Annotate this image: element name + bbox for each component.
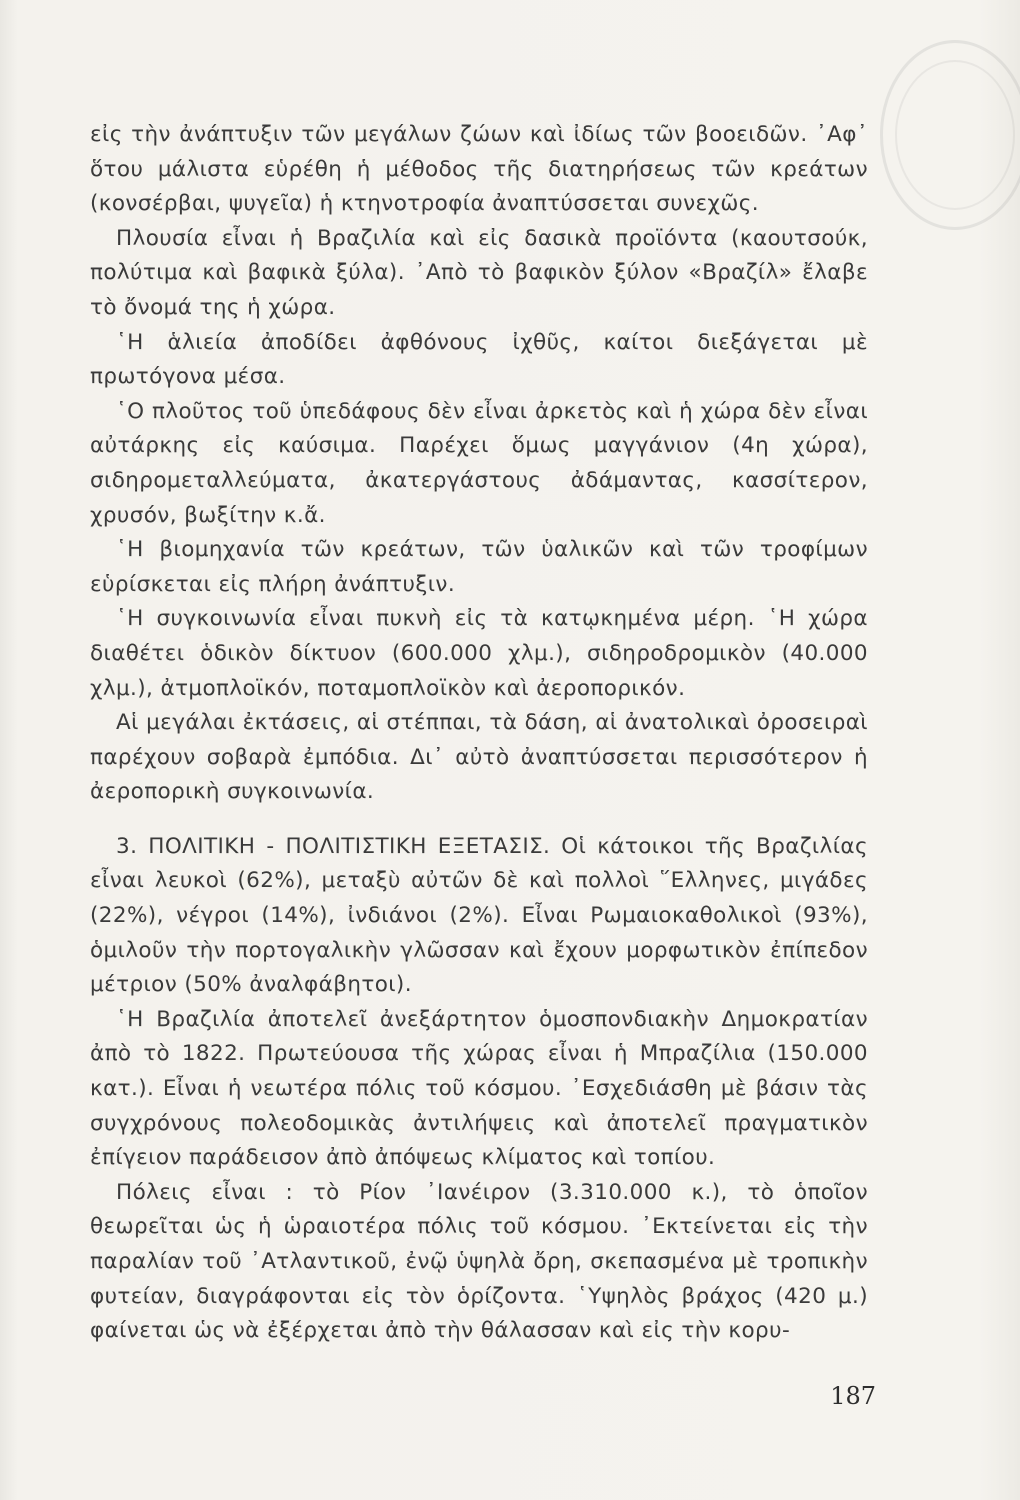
body-text	[90, 118, 868, 1349]
paragraph-forest-products: Πλουσία εἶναι ἡ Βραζιλία καὶ εἰς δασικὰ προϊόντα (καουτσούκ, πολύτιμα καὶ βαφικὰ ξύλα). ᾿Απὸ τὸ βαφικὸν ξύλον «Βραζίλ» ἔλαβε τὸ ὄνομά της ἡ χώρα.	[90, 225, 868, 320]
paragraph-obstacles: Αἱ μεγάλαι ἐκτάσεις, αἱ στέππαι, τὰ δάση, αἱ ἀνατολικαὶ ὀροσειραὶ παρέχουν σοβαρὰ ἐμπόδια. Δι᾿ αὐτὸ ἀναπτύσσεται περισσότερον ἡ ἀεροπορικὴ συγκοινωνία.	[90, 710, 868, 805]
library-stamp-inner-ring	[895, 60, 1015, 210]
paragraph-livestock: εἰς τὴν ἀνάπτυξιν τῶν μεγάλων ζώων καὶ ἰδίως τῶν βοοειδῶν. ᾿Αφ᾿ ὅτου μάλιστα εὑρέθη ἡ μέθοδος τῆς διατηρήσεως τῶν κρεάτων (κονσέρβαι, ψυγεῖα) ἡ κτηνοτροφία ἀναπτύσσεται συνεχῶς.	[90, 122, 868, 217]
paragraph-capital: ῾Η Βραζιλία ἀποτελεῖ ἀνεξάρτητον ὁμοσπονδιακὴν Δημοκρατίαν ἀπὸ τὸ 1822. Πρωτεύουσα τῆς χώρας εἶναι ἡ Μπραζίλια (150.000 κατ.). Εἶναι ἡ νεωτέρα πόλις τοῦ κόσμου. ᾿Εσχεδιάσθη μὲ βάσιν τὰς συγχρόνους πολεοδομικὰς ἀντιλήψεις καὶ ἀποτελεῖ πραγματικὸν ἐπίγειον παράδεισον ἀπὸ ἀπόψεως κλίματος καὶ τοπίου.	[90, 1006, 868, 1171]
section-political-cultural: 3. ΠΟΛΙΤΙΚΗ - ΠΟΛΙΤΙΣΤΙΚΗ ΕΞΕΤΑΣΙΣ. Οἱ κάτοικοι τῆς Βραζιλίας εἶναι λευκοὶ (62%), μεταξὺ αὐτῶν δὲ καὶ πολλοὶ ῞Ελληνες, μιγάδες (22%), νέγροι (14%), ἰνδιάνοι (2%). Εἶναι Ρωμαιοκαθολικοὶ (93%), ὁμιλοῦν τὴν πορτογαλικὴν γλῶσσαν καὶ ἔχουν μορφωτικὸν ἐπίπεδον μέτριον (50% ἀναλφάβητοι).	[90, 833, 868, 998]
page-number: 187	[830, 1382, 876, 1410]
paragraph-cities: Πόλεις εἶναι : τὸ Ρίον ᾿Ιανέιρον (3.310.000 κ.), τὸ ὁποῖον θεωρεῖται ὡς ἡ ὡραιοτέρα πόλις τοῦ κόσμου. ᾿Εκτείνεται εἰς τὴν παραλίαν τοῦ ᾿Ατλαντικοῦ, ἐνῷ ὑψηλὰ ὄρη, σκεπασμένα μὲ τροπικὴν φυτείαν, διαγράφονται εἰς τὸν ὁρίζοντα. ῾Υψηλὸς βράχος (420 μ.) φαίνεται ὡς νὰ ἐξέρχεται ἀπὸ τὴν θάλασσαν καὶ εἰς τὴν κορυ-	[90, 1179, 868, 1344]
paragraph-fishing: ῾Η ἁλιεία ἀποδίδει ἀφθόνους ἰχθῦς, καίτοι διεξάγεται μὲ πρωτόγονα μέσα.	[90, 329, 868, 390]
paragraph-industry: ῾Η βιομηχανία τῶν κρεάτων, τῶν ὑαλικῶν καὶ τῶν τροφίμων εὑρίσκεται εἰς πλήρη ἀνάπτυξιν.	[90, 537, 868, 597]
paragraph-subsoil: ῾Ο πλοῦτος τοῦ ὑπεδάφους δὲν εἶναι ἀρκετὸς καὶ ἡ χώρα δὲν εἶναι αὐτάρκης εἰς καύσιμα. Παρέχει ὅμως μαγγάνιον (4η χώρα), σιδηρομεταλλεύματα, ἀκατεργάστους ἀδάμαντας, κασσίτερον, χρυσόν, βωξίτην κ.ἄ.	[90, 398, 868, 528]
paragraph-transport: ῾Η συγκοινωνία εἶναι πυκνὴ εἰς τὰ κατῳκημένα μέρη. ῾Η χώρα διαθέτει ὁδικὸν δίκτυον (600.000 χλμ.), σιδηροδρομικὸν (40.000 χλμ.), ἀτμοπλοϊκόν, ποταμοπλοϊκὸν καὶ ἀεροπορικόν.	[90, 606, 868, 701]
